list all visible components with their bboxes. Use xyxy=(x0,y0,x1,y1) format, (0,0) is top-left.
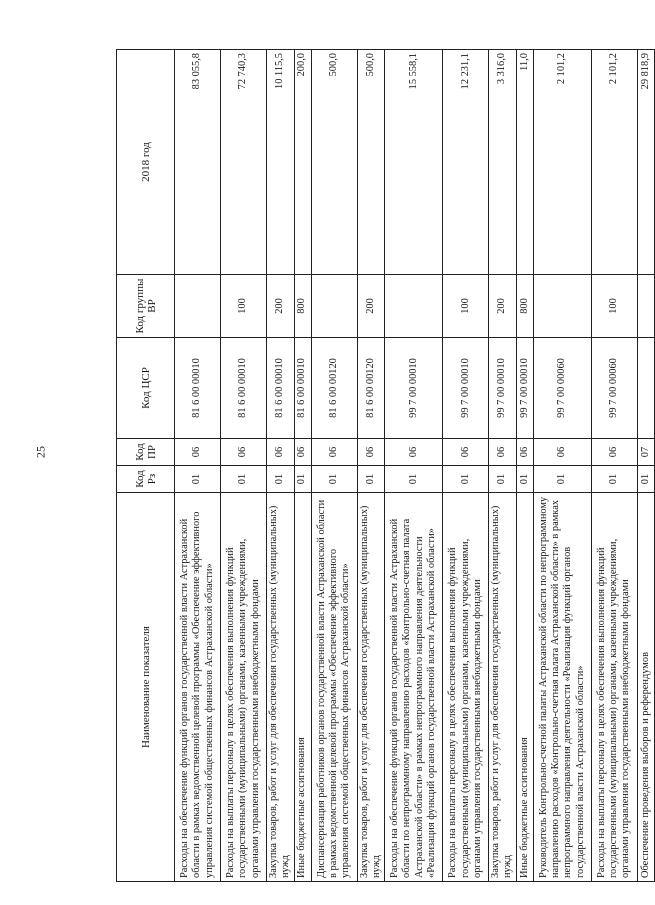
row-amount: 11,0 xyxy=(516,50,533,275)
row-csr: 99 7 00 00060 xyxy=(591,338,637,439)
row-rz: 01 xyxy=(221,466,267,493)
row-name: Расходы на выплаты персоналу в целях обеспечения выполнения функций государственными (муниципальными) органами, казенными учреждениями, органами управления государственными внебюджетными фондами xyxy=(443,493,489,882)
budget-table xyxy=(116,49,655,882)
header-csr: Код ЦСР xyxy=(117,338,175,439)
row-amount: 12 231,1 xyxy=(443,50,489,275)
rotated-budget-table-container xyxy=(116,50,651,882)
row-rz: 01 xyxy=(591,466,637,493)
row-rz: 01 xyxy=(637,466,654,493)
row-name: Закупка товаров, работ и услуг для обеспечения государственных (муниципальных) нужд xyxy=(357,493,385,882)
row-vr: 800 xyxy=(516,275,533,338)
header-rz: Код Рз xyxy=(117,466,175,493)
table-row xyxy=(516,50,533,882)
row-rz: 01 xyxy=(443,466,489,493)
header-name: Наименование показателя xyxy=(117,493,175,882)
row-amount: 83 055,8 xyxy=(175,50,221,275)
row-pr: 06 xyxy=(591,439,637,466)
row-rz: 01 xyxy=(385,466,443,493)
row-amount: 10 115,5 xyxy=(267,50,295,275)
row-csr: 99 7 00 00010 xyxy=(443,338,489,439)
table-row xyxy=(311,50,357,882)
row-pr: 06 xyxy=(267,439,295,466)
row-name: Расходы на выплаты персоналу в целях обеспечения выполнения функций государственными (муниципальными) органами, казенными учреждениями, органами управления государственными внебюджетными фондами xyxy=(591,493,637,882)
table-row xyxy=(443,50,489,882)
row-csr: 81 6 00 00120 xyxy=(311,338,357,439)
row-csr: 99 7 00 00010 xyxy=(489,338,517,439)
row-csr: 81 6 00 00010 xyxy=(294,338,311,439)
table-row xyxy=(175,50,221,882)
row-vr: 800 xyxy=(294,275,311,338)
table-row xyxy=(637,50,654,882)
row-csr: 99 7 00 00010 xyxy=(516,338,533,439)
row-vr xyxy=(385,275,443,338)
row-pr: 06 xyxy=(516,439,533,466)
row-name: Руководитель Контрольно-счетной палаты Астраханской области по непрограммному направлению расходов «Контрольно-счетная палата Астраханской области» в рамках непрограммного направления деятельности «Реализация функций органов государственной власти Астраханской области» xyxy=(533,493,591,882)
row-vr: 100 xyxy=(443,275,489,338)
row-name: Диспансеризация работников органов государственной власти Астраханской области в рамках ведомственной целевой программы «Обеспечение эффективного управления системой общественных финансов Астраханской области» xyxy=(311,493,357,882)
header-vr: Код группы ВР xyxy=(117,275,175,338)
row-pr: 06 xyxy=(175,439,221,466)
row-csr: 99 7 00 00010 xyxy=(385,338,443,439)
row-name: Закупка товаров, работ и услуг для обеспечения государственных (муниципальных) нужд xyxy=(267,493,295,882)
table-row xyxy=(267,50,295,882)
row-name: Расходы на обеспечение функций органов государственной власти Астраханской области в рамках ведомственной целевой программы «Обеспечение эффективного управления системой общественных финансов Астраханской области» xyxy=(175,493,221,882)
row-amount: 2 101,2 xyxy=(533,50,591,275)
row-rz: 01 xyxy=(267,466,295,493)
row-amount: 72 740,3 xyxy=(221,50,267,275)
row-rz: 01 xyxy=(516,466,533,493)
row-vr: 200 xyxy=(267,275,295,338)
table-row xyxy=(357,50,385,882)
row-name: Расходы на обеспечение функций органов государственной власти Астраханской области по непрограммному направлению расходов «Контрольно-счетная палата Астраханской области» в рамках непрограммного направления деятельности «Реализация функций органов государственной власти Астраханской области» xyxy=(385,493,443,882)
table-row xyxy=(221,50,267,882)
row-pr: 06 xyxy=(294,439,311,466)
row-pr: 06 xyxy=(357,439,385,466)
table-row xyxy=(385,50,443,882)
row-amount: 200,0 xyxy=(294,50,311,275)
row-amount: 3 316,0 xyxy=(489,50,517,275)
row-name: Закупка товаров, работ и услуг для обеспечения государственных (муниципальных) нужд xyxy=(489,493,517,882)
row-amount: 2 101,2 xyxy=(591,50,637,275)
table-row xyxy=(294,50,311,882)
row-csr: 81 6 00 00010 xyxy=(267,338,295,439)
row-pr: 06 xyxy=(533,439,591,466)
row-pr: 06 xyxy=(489,439,517,466)
row-pr: 06 xyxy=(443,439,489,466)
row-vr xyxy=(637,275,654,338)
row-amount: 500,0 xyxy=(357,50,385,275)
page-number: 25 xyxy=(33,446,48,458)
row-csr: 81 6 00 00010 xyxy=(221,338,267,439)
row-name: Иные бюджетные ассигнования xyxy=(294,493,311,882)
row-vr xyxy=(533,275,591,338)
row-pr: 07 xyxy=(637,439,654,466)
row-rz: 01 xyxy=(294,466,311,493)
row-vr: 100 xyxy=(591,275,637,338)
row-rz: 01 xyxy=(175,466,221,493)
row-pr: 06 xyxy=(311,439,357,466)
row-vr: 200 xyxy=(357,275,385,338)
row-name: Расходы на выплаты персоналу в целях обеспечения выполнения функций государственными (муниципальными) органами, казенными учреждениями, органами управления государственными внебюджетными фондами xyxy=(221,493,267,882)
row-csr: 99 7 00 00060 xyxy=(533,338,591,439)
table-row xyxy=(591,50,637,882)
row-csr: 81 6 00 00010 xyxy=(175,338,221,439)
row-amount: 15 558,1 xyxy=(385,50,443,275)
row-pr: 06 xyxy=(221,439,267,466)
table-row xyxy=(489,50,517,882)
header-year: 2018 год xyxy=(117,50,175,275)
row-pr: 06 xyxy=(385,439,443,466)
row-amount: 29 818,9 xyxy=(637,50,654,275)
row-rz: 01 xyxy=(533,466,591,493)
table-header-row xyxy=(117,50,175,882)
row-csr xyxy=(637,338,654,439)
row-vr xyxy=(175,275,221,338)
row-amount: 500,0 xyxy=(311,50,357,275)
header-pr: Код ПР xyxy=(117,439,175,466)
row-rz: 01 xyxy=(489,466,517,493)
row-csr: 81 6 00 00120 xyxy=(357,338,385,439)
row-rz: 01 xyxy=(357,466,385,493)
row-vr: 200 xyxy=(489,275,517,338)
row-rz: 01 xyxy=(311,466,357,493)
row-vr: 100 xyxy=(221,275,267,338)
table-row xyxy=(533,50,591,882)
row-vr xyxy=(311,275,357,338)
row-name: Обеспечение проведения выборов и референдумов xyxy=(637,493,654,882)
row-name: Иные бюджетные ассигнования xyxy=(516,493,533,882)
